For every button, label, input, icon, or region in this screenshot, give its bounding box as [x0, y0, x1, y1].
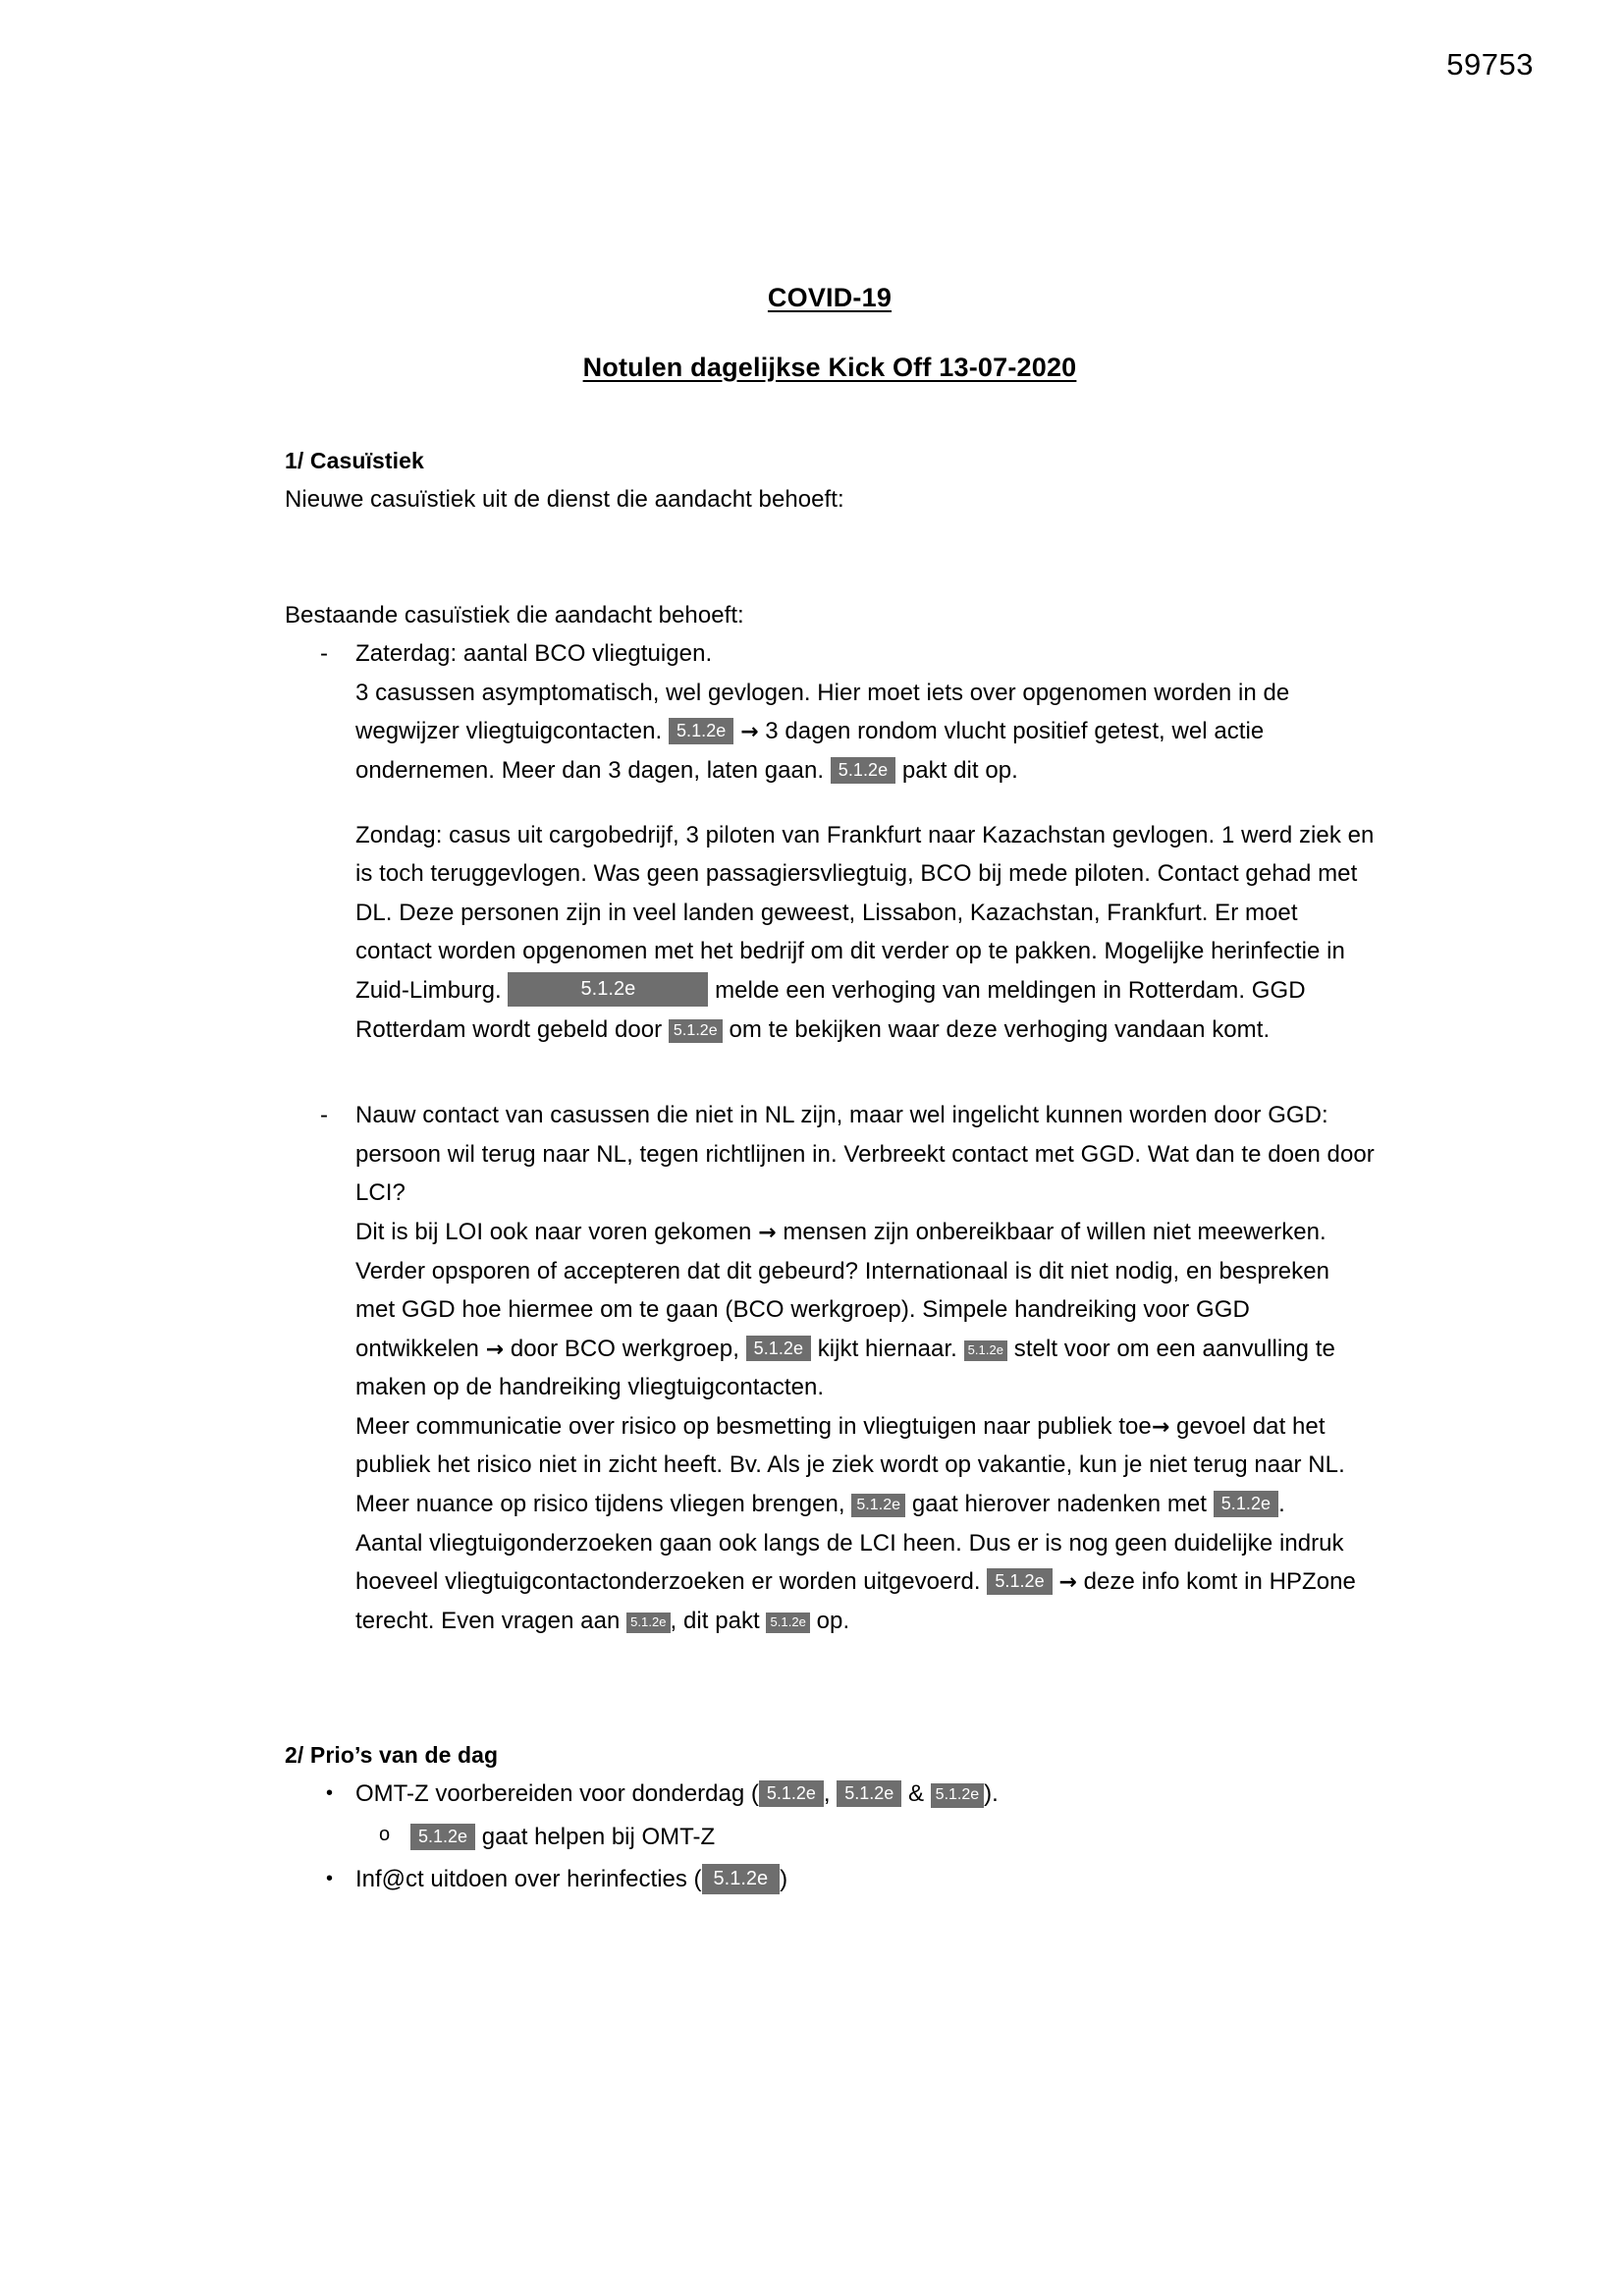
- bullet-marker-icon: •: [326, 1782, 334, 1805]
- saturday-detail: [355, 674, 1375, 791]
- bco-part1: Verder opsporen of accepteren dat dit gebeurd? Internationaal is dit niet nodig, en bespreken met GGD hoe hiermee om te gaan (BCO werkgroep). Simpele handreiking voor GGD ontwikkelen: [355, 1257, 1330, 1362]
- redaction-chip: 5.1.2e: [702, 1864, 781, 1894]
- redaction-chip: 5.1.2e: [931, 1783, 984, 1807]
- omtz-part4: ).: [984, 1780, 999, 1808]
- infact-part1: Inf@ct uitdoen over herinfecties (: [355, 1865, 702, 1892]
- bco-part3: kijkt hiernaar.: [817, 1335, 957, 1362]
- arrow-icon: →: [1151, 1414, 1170, 1440]
- vliegtuig-part2: deze info komt in HPZone terecht. Even vragen aan: [355, 1568, 1356, 1634]
- redaction-chip: 5.1.2e: [508, 972, 708, 1007]
- spacer: [285, 1640, 1375, 1742]
- redaction-chip: 5.1.2e: [759, 1780, 824, 1807]
- omtz-part1: OMT-Z voorbereiden voor donderdag (: [355, 1780, 759, 1808]
- document-title-block: [285, 283, 1375, 383]
- communicatie-text: [355, 1407, 1375, 1524]
- redaction-chip: 5.1.2e: [831, 757, 895, 784]
- priorities-list: [285, 1775, 1375, 1899]
- dash-marker-icon: -: [320, 640, 328, 668]
- redaction-chip: 5.1.2e: [964, 1340, 1007, 1361]
- list-item: [285, 1096, 1375, 1640]
- vliegtuig-part3: , dit pakt: [670, 1607, 760, 1634]
- communicatie-part1: Meer communicatie over risico op besmetting in vliegtuigen naar publiek toe: [355, 1412, 1152, 1440]
- section-1-intro: Nieuwe casuïstiek uit de dienst die aandacht behoeft:: [285, 486, 844, 513]
- document-title-text: COVID-19: [767, 283, 893, 312]
- circle-marker-icon: o: [379, 1824, 391, 1846]
- redaction-chip: 5.1.2e: [1214, 1491, 1278, 1517]
- bco-werkgroep-text: [355, 1252, 1375, 1407]
- document-subtitle: [285, 353, 1375, 383]
- section-1-heading: 1/ Casuïstiek: [285, 448, 424, 473]
- omtz-part3: &: [907, 1780, 924, 1808]
- vliegtuig-part1: Aantal vliegtuigonderzoeken gaan ook langs de LCI heen. Dus er is nog geen duidelijke indruk hoeveel vliegtuigcontactonderzoeken er worden uitgevoerd.: [355, 1529, 1344, 1596]
- redaction-chip: 5.1.2e: [669, 1019, 723, 1043]
- redaction-chip: 5.1.2e: [766, 1613, 809, 1633]
- communicatie-part3: gaat hierover nadenken met: [911, 1491, 1208, 1518]
- communicatie-part4: .: [1278, 1491, 1285, 1518]
- bco-part4: stelt voor om een aanvulling te maken op de handreiking vliegtuigcontacten.: [355, 1335, 1335, 1401]
- page-number: 59753: [1446, 47, 1534, 82]
- saturday-detail-part3: pakt dit op.: [901, 756, 1018, 784]
- list-item: [285, 1775, 1375, 1815]
- redaction-chip: 5.1.2e: [746, 1336, 811, 1362]
- arrow-icon: →: [1058, 1570, 1077, 1596]
- arrow-icon: →: [758, 1220, 777, 1245]
- spacer: [355, 791, 1375, 816]
- document-subtitle-text: Notulen dagelijkse Kick Off 13-07-2020: [582, 353, 1077, 382]
- redaction-chip: 5.1.2e: [626, 1613, 670, 1633]
- sunday-detail-part1: Zondag: casus uit cargobedrijf, 3 piloten van Frankfurt naar Kazachstan gevlogen. 1 werd ziek en is toch teruggevlogen. Was geen passagiersvliegtuig, BCO bij mede piloten. Contact gehad met DL. Deze personen zijn in veel landen geweest, Lissabon, Kazachstan, Frankfurt. Er moet contact worden opgenomen met het bedrijf om dit verder op te pakken. Mogelijke herinfectie in Zuid-Limburg.: [355, 821, 1375, 1004]
- existing-cases-list: [285, 634, 1375, 1640]
- spacer: [285, 1049, 1375, 1096]
- arrow-icon: →: [485, 1337, 505, 1362]
- arrow-icon: →: [740, 720, 759, 745]
- document-title: [285, 283, 1375, 313]
- existing-cases-intro: Bestaande casuïstiek die aandacht behoeft:: [285, 601, 744, 629]
- redaction-chip: 5.1.2e: [669, 718, 733, 744]
- list-item: [285, 634, 1375, 1049]
- sunday-detail-part2: melde een verhoging van meldingen in Rotterdam. GGD Rotterdam wordt gebeld door: [355, 976, 1306, 1043]
- saturday-heading: Zaterdag: aantal BCO vliegtuigen.: [355, 640, 713, 668]
- bco-part2: door BCO werkgroep,: [510, 1335, 739, 1362]
- document-body: [285, 283, 1375, 1900]
- saturday-detail-part1: 3 casussen asymptomatisch, wel gevlogen. Hier moet iets over opgenomen worden in de wegwijzer vliegtuigcontacten.: [355, 679, 1290, 745]
- loi-text: [355, 1213, 1375, 1252]
- redaction-chip: 5.1.2e: [837, 1780, 901, 1807]
- infact-part2: ): [780, 1865, 788, 1892]
- omtz-help-text: gaat helpen bij OMT-Z: [481, 1824, 716, 1851]
- dash-marker-icon: -: [320, 1102, 328, 1129]
- vliegtuig-part4: op.: [816, 1607, 850, 1634]
- redaction-chip: 5.1.2e: [410, 1824, 475, 1850]
- sunday-detail-part3: om te bekijken waar deze verhoging vandaan komt.: [729, 1015, 1271, 1043]
- list-item: [285, 1860, 1375, 1900]
- redaction-chip: 5.1.2e: [851, 1494, 905, 1517]
- saturday-detail-part2: 3 dagen rondom vlucht positief getest, wel actie ondernemen. Meer dan 3 dagen, laten gaan.: [355, 718, 1265, 784]
- loi-text-part2: mensen zijn onbereikbaar of willen niet meewerken.: [783, 1218, 1326, 1245]
- communicatie-part2: gevoel dat het publiek het risico niet in zicht heeft. Bv. Als je ziek wordt op vakantie, kun je niet terug naar NL. Meer nuance op risico tijdens vliegen brengen,: [355, 1412, 1345, 1518]
- spacer: [285, 519, 1375, 596]
- contact-abroad-text: Nauw contact van casussen die niet in NL zijn, maar wel ingelicht kunnen worden door GGD: persoon wil terug naar NL, tegen richtlijnen in. Verbreekt contact met GGD. Wat dan te doen door LCI?: [355, 1102, 1375, 1207]
- loi-text-part1: Dit is bij LOI ook naar voren gekomen: [355, 1218, 752, 1245]
- sunday-detail: [355, 816, 1375, 1050]
- redaction-chip: 5.1.2e: [987, 1568, 1052, 1595]
- list-item: [285, 1815, 1375, 1860]
- bullet-marker-icon: •: [326, 1867, 334, 1889]
- omtz-part2: ,: [823, 1780, 831, 1808]
- vliegtuigonderzoek-text: [355, 1524, 1375, 1641]
- section-2-heading: 2/ Prio’s van de dag: [285, 1742, 499, 1769]
